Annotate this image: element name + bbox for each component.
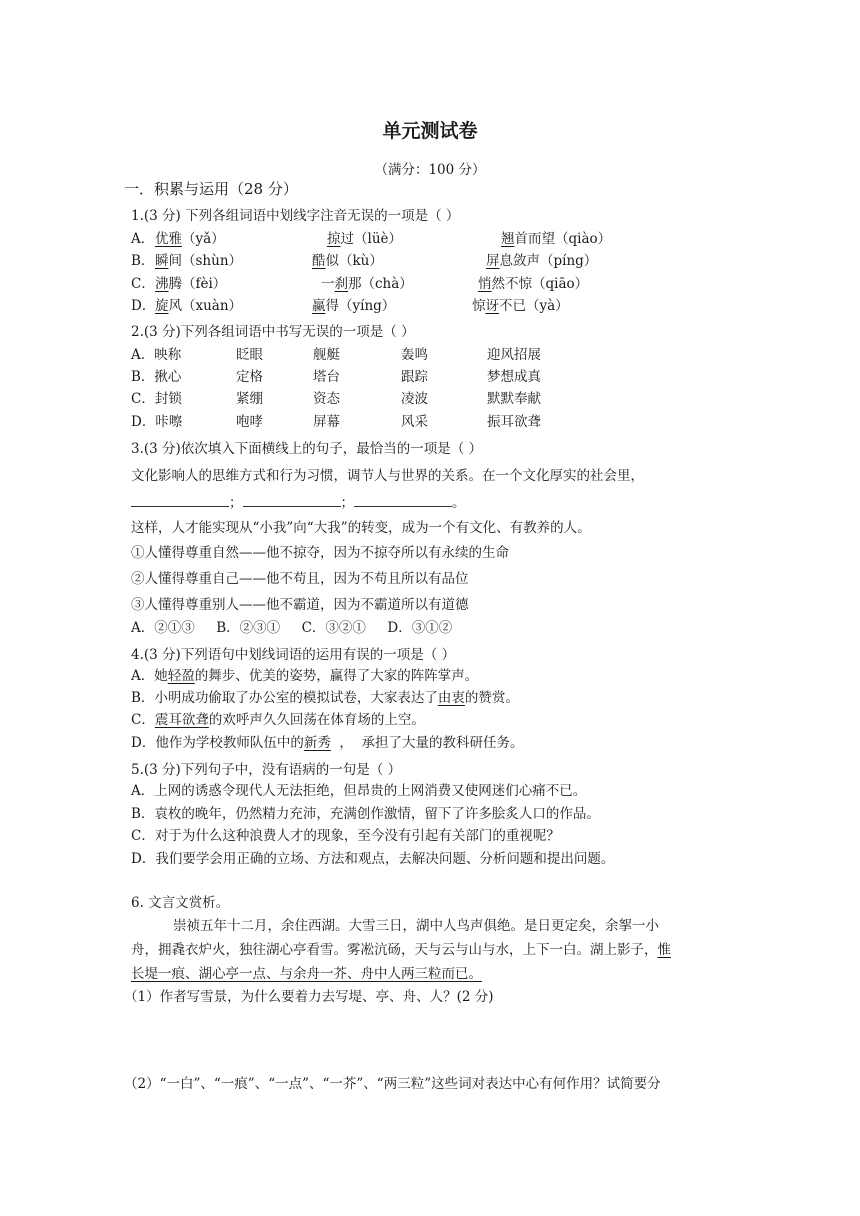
q4-option-d: D．他作为学校教师队伍中的新秀 ， 承担了大量的教科研任务。	[131, 735, 524, 751]
q3-sentence-3: ③人懂得尊重别人——他不霸道，因为不霸道所以有道德	[131, 597, 469, 613]
answer-blank[interactable]	[354, 494, 452, 507]
q3-options: A．②①③ B．②③① C．③②① D．③①②	[131, 620, 453, 636]
q6-passage-line-2: 舟，拥毳衣炉火，独往湖心亭看雪。雾凇沆砀，天与云与山与水，上下一白。湖上影子，惟	[131, 942, 671, 958]
q3-passage-2: 这样，人才能实现从“小我”向“大我”的转变，成为一个有文化、有教养的人。	[131, 520, 591, 536]
q6-passage-line-1: 崇祯五年十二月，余住西湖。大雪三日，湖中人鸟声俱绝。是日更定矣，余挐一小	[173, 918, 659, 934]
q5-option-b: B．袁枚的晚年，仍然精力充沛，充满创作激情，留下了许多脍炙人口的作品。	[131, 806, 600, 822]
option-cell: 优雅（yǎ）	[155, 231, 225, 247]
q3-sentence-2: ②人懂得尊重自己——他不苟且，因为不苟且所以有品位	[131, 571, 469, 587]
q3-blanks: ； ； 。	[131, 494, 466, 512]
q4-option-a: A．她轻盈的舞步、优美的姿势，赢得了大家的阵阵掌声。	[131, 668, 479, 684]
q6-stem: 6. 文言文赏析。	[131, 895, 230, 911]
q5-option-a: A．上网的诱惑令现代人无法拒绝，但昂贵的上网消费又使网迷们心痛不已。	[131, 783, 587, 799]
option-cell: 翘首而望（qiào）	[501, 231, 612, 247]
q4-option-b: B．小明成功偷取了办公室的模拟试卷，大家表达了由衷的赞赏。	[131, 690, 519, 706]
q6-passage-line-3: 长堤一痕、湖心亭一点、与余舟一芥、舟中人两三粒而已。	[131, 966, 482, 982]
q2-stem: 2.(3 分)下列各组词语中书写无误的一项是（ ）	[131, 324, 415, 340]
q6-subquestion-1: （1）作者写雪景，为什么要着力去写堤、亭、舟、人？(2 分)	[124, 989, 494, 1005]
q4-option-c: C．震耳欲聋的欢呼声久久回荡在体育场的上空。	[131, 712, 425, 728]
q4-stem: 4.(3 分)下列语句中划线词语的运用有误的一项是（ ）	[131, 647, 456, 663]
q3-passage-1: 文化影响人的思维方式和行为习惯，调节人与世界的关系。在一个文化厚实的社会里，	[131, 468, 644, 484]
answer-blank[interactable]	[131, 494, 229, 507]
page-subtitle: （满分：100 分）	[374, 162, 486, 178]
option-cell: 掠过（lüè）	[327, 231, 403, 247]
answer-blank[interactable]	[243, 494, 341, 507]
q5-option-c: C．对于为什么这种浪费人才的现象，至今没有引起有关部门的重视呢？	[131, 828, 560, 844]
q3-sentence-1: ①人懂得尊重自然——他不掠夺，因为不掠夺所以有永续的生命	[131, 545, 509, 561]
option-label: A．	[131, 231, 155, 247]
q5-option-d: D．我们要学会用正确的立场、方法和观点，去解决问题、分析问题和提出问题。	[131, 851, 615, 867]
q6-subquestion-2: （2）“一白”、“一痕”、“一点”、“一芥”、“两三粒”这些词对表达中心有何作用？试简要分	[124, 1076, 661, 1092]
q5-stem: 5.(3 分)下列句子中，没有语病的一句是（ ）	[131, 762, 402, 778]
q3-stem: 3.(3 分)依次填入下面横线上的句子，最恰当的一项是（ ）	[131, 441, 483, 457]
page-title: 单元测试卷	[382, 120, 478, 142]
q1-stem: 1.(3 分) 下列各组词语中划线字注音无误的一项是（ ）	[131, 208, 460, 224]
section-heading: 一．积累与运用（28 分）	[124, 180, 298, 198]
